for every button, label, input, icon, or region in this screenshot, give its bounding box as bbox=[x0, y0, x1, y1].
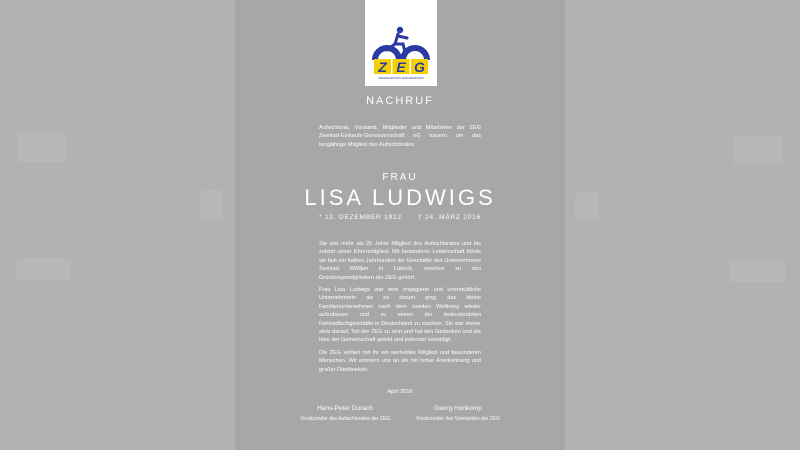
zeg-logo-graphic bbox=[365, 0, 437, 86]
life-dates bbox=[319, 214, 481, 221]
logo-subtitle: ZWEIRAD EINKAUFS GENOSSENSCHAFT bbox=[378, 78, 424, 80]
blurred-background-left bbox=[0, 0, 235, 450]
page-title: NACHRUF bbox=[366, 95, 434, 107]
blur-artifact bbox=[18, 132, 66, 162]
birth-date: * 12. DEZEMBER 1922 bbox=[319, 214, 402, 221]
blur-artifact bbox=[729, 260, 785, 282]
signatory-role: Vorsitzender des Vorstandes der ZEG bbox=[416, 416, 500, 422]
intro-text: Aufsichtsrat, Vorstand, Mitglieder und Mitarbeiter der ZEG Zweirad-Einkaufs-Genossenschaft eG trauern um das langjährige Mitglied des Aufsichtsrates bbox=[319, 125, 481, 148]
blur-artifact bbox=[733, 135, 783, 165]
logo-letter-g: G bbox=[414, 59, 425, 75]
body-paragraph: Die ZEG verliert mit ihr ein wertvolles Mitglied und besonderen Menschen. Wir erinnern uns an sie mit hoher Anerkennung und großer Dankbarkeit. bbox=[319, 349, 481, 373]
signatory-name: Georg Honkomp bbox=[434, 405, 482, 412]
logo-letter-e: E bbox=[396, 59, 406, 75]
salutation: FRAU bbox=[382, 172, 418, 183]
obituary-notice bbox=[235, 0, 565, 450]
signatory-role: Vorsitzender des Aufsichtsrates der ZEG bbox=[299, 416, 391, 422]
blur-artifact bbox=[16, 258, 71, 280]
blur-artifact bbox=[575, 192, 599, 220]
notice-date: April 2016 bbox=[387, 389, 413, 395]
obituary-body bbox=[319, 240, 481, 378]
signature-block bbox=[290, 404, 400, 423]
signatory-name: Hans-Peter Durach bbox=[317, 405, 373, 412]
deceased-name: LISA LUDWIGS bbox=[304, 185, 496, 210]
body-paragraph: Sie war mehr als 25 Jahre Mitglied des Aufsichtsrates und bis zuletzt unser Ehrenmitglied. Mit besonderer Leidenschaft führte sie fast ein halbes Jahrhundert die Geschäfte des Unternehmens Zweirad Wölfjen in Lübeck, welches zu den Gründungsmitgliedern der ZEG gehört. bbox=[319, 241, 481, 281]
blur-artifact bbox=[200, 190, 222, 220]
blurred-background-right bbox=[565, 0, 800, 450]
logo-letter-z: Z bbox=[378, 59, 387, 75]
zeg-logo bbox=[365, 0, 437, 86]
death-date: † 24. MÄRZ 2016 bbox=[418, 214, 481, 221]
body-paragraph: Frau Lisa Ludwigs war eine engagierte und unermüdliche Unternehmerin als es darum ging, das kleine Familienunternehmen nach dem zweiten Weltkrieg wieder aufzubauen und zu einem der bedeutendsten Fahrradfachgeschäfte in Deutschland zu machen. Sie war immer stolz darauf, Teil der ZEG zu sein und hat den Gedanken und die Idee der Gemeinschaft gelebt und jederzeit verteidigt. bbox=[319, 287, 481, 344]
signature-block bbox=[403, 404, 513, 423]
